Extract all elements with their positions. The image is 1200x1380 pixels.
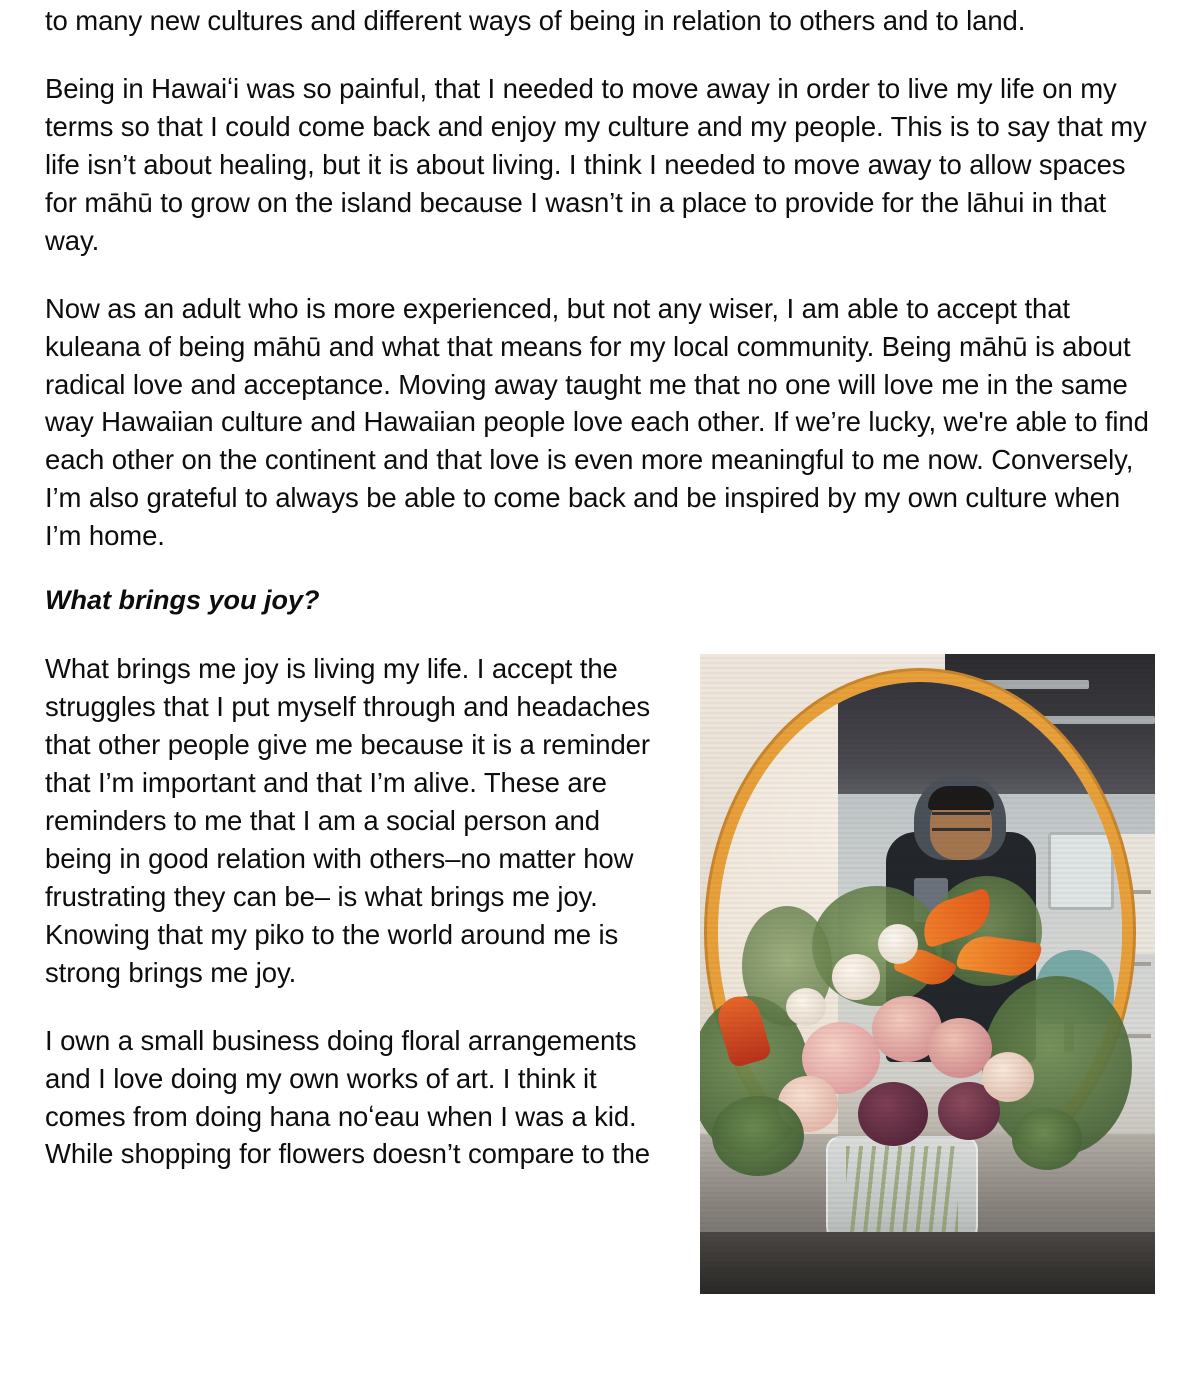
paragraph: Being in Hawaiʻi was so painful, that I needed to move away in order to live my life on my terms so that I could come back and enjoy my culture and my people. This is to say that my life isn’t about healing, but it is about living. I think I needed to move away to allow spaces for māhū to grow on the island because I wasn’t in a place to provide for the lāhui in that way.	[45, 72, 1147, 256]
paragraph: Now as an adult who is more experienced, but not any wiser, I am able to accept that kuleana of being māhū and what that means for my local community. Being māhū is about radical love and acceptance. Moving away taught me that no one will love me in the same way Hawaiian culture and Hawaiian people love each other. If we’re lucky, we're able to find each other on the continent and that love is even more meaningful to me now. Conversely, I’m also grateful to always be able to come back and be inspired by my own culture when I’m home.	[45, 292, 1149, 552]
floral-arrangement-photo	[700, 654, 1155, 1294]
cream-flower	[982, 1052, 1034, 1102]
white-flower	[832, 954, 880, 1000]
reflected-person-hair	[928, 786, 994, 810]
table-surface	[700, 1232, 1155, 1294]
greenery	[812, 886, 942, 1006]
bouquet	[700, 846, 1142, 1186]
white-flower	[878, 924, 918, 964]
interview-question: What brings you joy?	[45, 585, 320, 616]
greenery	[1012, 1108, 1082, 1170]
paragraph: What brings me joy is living my life. I accept the struggles that I put myself through and headaches that other people give me because it is a reminder that I’m important and that I’m alive. These are reminders to me that I am a social person and being in good relation with others–no matter how frustrating they can be– is what brings me joy. Knowing that my piko to the world around me is strong brings me joy.	[45, 653, 651, 988]
paragraph: I own a small business doing floral arrangements and I love doing my own works of art. I think it comes from doing hana noʻeau when I was a kid. While shopping for flowers doesn’t compare to the	[45, 1024, 651, 1170]
burgundy-flower	[858, 1082, 928, 1146]
greenery	[712, 1096, 804, 1176]
photo-image	[700, 654, 1155, 1294]
white-flower	[786, 988, 826, 1026]
article-body	[45, 0, 1155, 1173]
glasses	[932, 812, 990, 831]
paragraph: to many new cultures and different ways of being in relation to others and to land.	[45, 5, 1026, 36]
